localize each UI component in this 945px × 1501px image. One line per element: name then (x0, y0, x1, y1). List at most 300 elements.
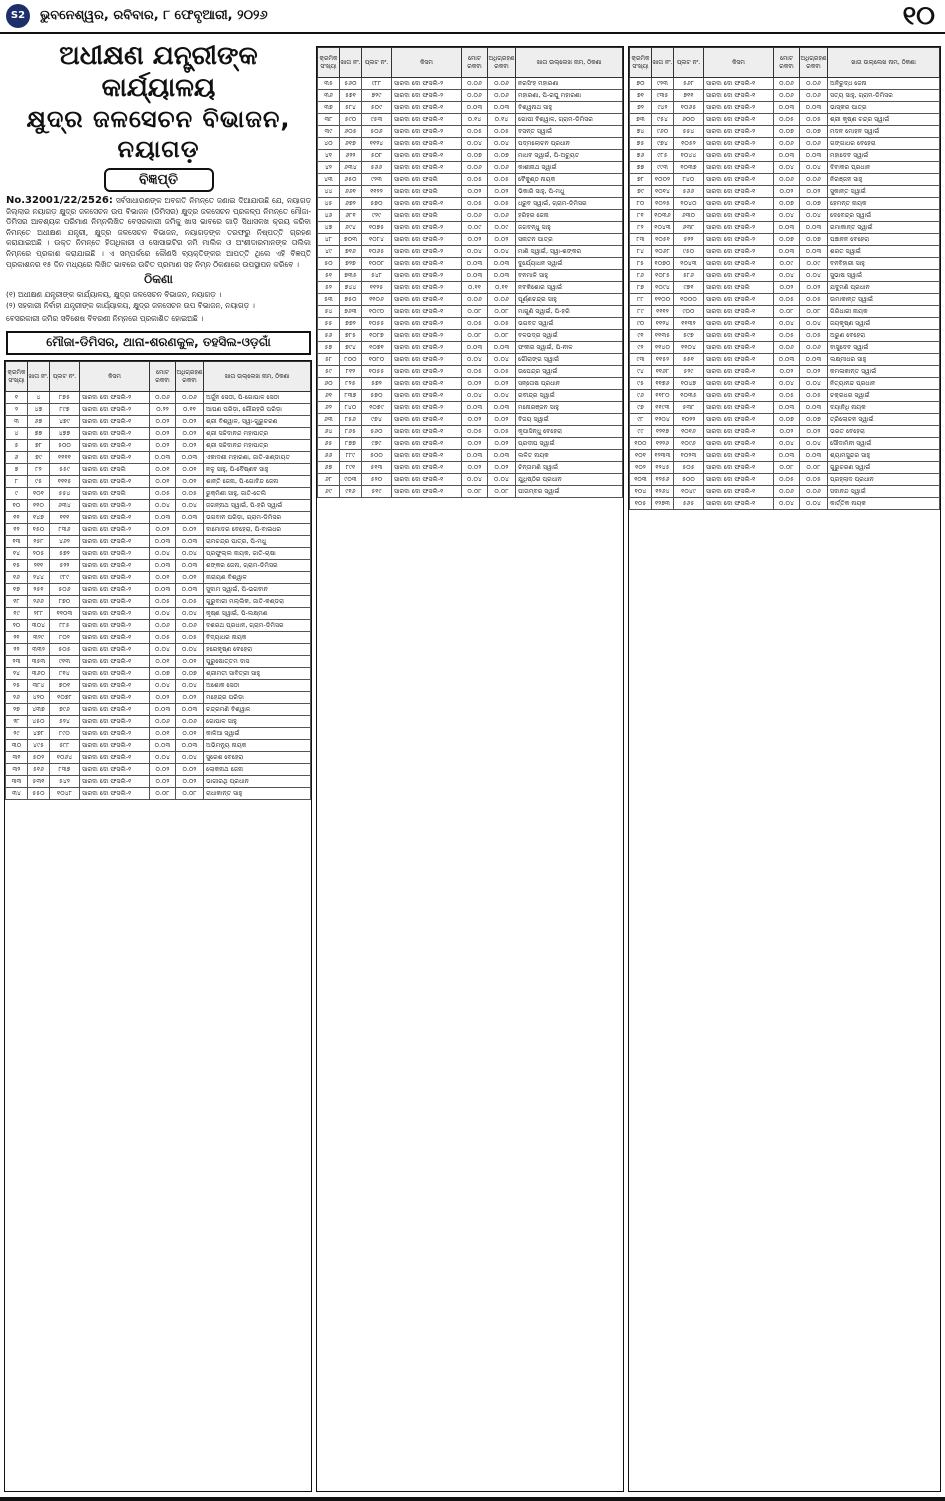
cell-khata-no: ୧୧୫୨ (652, 354, 674, 366)
cell-serial-no: ୨୫ (6, 680, 28, 692)
cell-khata-no: ୬୯୪ (340, 222, 362, 234)
table-row (6, 740, 311, 752)
cell-kisam: ସାରଦା ଦୋ ଫସଲି-୨ (392, 126, 462, 138)
cell-owner-name: ବସନ୍ତ ସ୍ୱାଇଁ (516, 126, 623, 138)
table-row (630, 102, 940, 114)
table-row (630, 150, 940, 162)
cell-kisam: ସାରଦା ଦୋ ଫସଲି-୧ (80, 428, 150, 440)
cell-owner-name: ନଳୁ ସାହୁ, ପି-ବୈଷ୍ଣବ ସାହୁ (204, 464, 311, 476)
cell-total-area: ୦.୦୨ (774, 426, 800, 438)
cell-total-area: ୦.୦୨ (150, 416, 176, 428)
cell-serial-no: ୬୨ (318, 402, 340, 414)
cell-owner-name: ଚକ୍ରଧର ସ୍ୱାଇଁ (828, 390, 940, 402)
cell-serial-no: ୫୭ (318, 342, 340, 354)
table-row (318, 102, 623, 114)
cell-serial-no: ୮୯ (630, 306, 652, 318)
table-row (630, 126, 940, 138)
header-khata-no: ଖାତା ନଂ. (340, 48, 362, 78)
table-row (630, 282, 940, 294)
cell-serial-no: ୫୦ (318, 258, 340, 270)
header-owner-name: ଖାତା ଉଲ୍ଲେଖ ନାମ, ଠିକଣା (828, 48, 940, 78)
cell-khata-no: ୩୬୦ (28, 668, 50, 680)
cell-plot-no: ୧୦୯୬ (674, 438, 704, 450)
cell-serial-no: ୮ (6, 476, 28, 488)
cell-owner-name: ରାମଚନ୍ଦ୍ର ପାତ୍ର, ପି-ମଧୁ (204, 536, 311, 548)
cell-acquired-area: ୦.୦୨ (176, 692, 204, 704)
cell-total-area: ୦.୦୪ (462, 246, 488, 258)
cell-khata-no: ୨୦୫ (28, 548, 50, 560)
cell-owner-name: ପୂର୍ଣ୍ଣଚନ୍ଦ୍ର ସାହୁ (516, 294, 623, 306)
header-serial-no: କ୍ରମିକ ସଂଖ୍ୟା (6, 362, 28, 392)
cell-kisam: ସାରଦା ଦୋ ଫସଲି-୧ (704, 258, 774, 270)
cell-plot-no: ୧୦୭୯ (362, 402, 392, 414)
cell-kisam: ସାରଦା ଦୋ ଫସଲି-୧ (704, 150, 774, 162)
cell-serial-no: ୩୭ (318, 102, 340, 114)
cell-plot-no: ୧୧୦୬ (362, 294, 392, 306)
cell-serial-no: ୮୨ (630, 222, 652, 234)
table-row (6, 752, 311, 764)
cell-owner-name: ଶ୍ରୀମତୀ ସାବିତ୍ରୀ ସାହୁ (204, 668, 311, 680)
cell-acquired-area: ୦.୦୫ (488, 198, 516, 210)
cell-total-area: ୦.୦୫ (150, 596, 176, 608)
table-row (630, 270, 940, 282)
cell-owner-name: ଶ୍ରୀ କୃଷ୍ଣ ଚନ୍ଦ୍ର ସ୍ୱାଇଁ (828, 114, 940, 126)
cell-khata-no: ୨୫୧ (28, 584, 50, 596)
land-table-1 (5, 361, 311, 800)
cell-kisam: ସାରଦା ଦୋ ଫସଲି-୧ (80, 632, 150, 644)
cell-kisam: ସାରଦା ଦୋ ଫସଲି-୧ (80, 416, 150, 428)
cell-owner-name: ମାଣି ସ୍ୱାଇଁ, ସ୍ୱା-ଶଙ୍କର (516, 246, 623, 258)
cell-plot-no: ୧୦୩୭ (674, 162, 704, 174)
cell-acquired-area: ୦.୦୬ (488, 90, 516, 102)
cell-owner-name: ବନମାଳି ସାହୁ (516, 270, 623, 282)
cell-plot-no: ୫୦୬ (50, 584, 80, 596)
table-row (318, 246, 623, 258)
cell-khata-no: ୯୦୩ (340, 474, 362, 486)
cell-acquired-area: ୦.୦୩ (176, 740, 204, 752)
cell-plot-no: ୫୧୩ (362, 462, 392, 474)
table-row (6, 500, 311, 512)
cell-kisam: ସାରଦା ଦୋ ଫସଲି-୧ (704, 186, 774, 198)
cell-serial-no: ୪୦ (318, 138, 340, 150)
cell-owner-name: ସୁରେଶ ବେହେରା (204, 752, 311, 764)
cell-khata-no: ୩୩୨ (28, 644, 50, 656)
cell-khata-no: ୨୧୧ (28, 560, 50, 572)
cell-kisam: ସାରଦା ଦୋ ଫସଲି-୧ (80, 452, 150, 464)
cell-plot-no: ୪୭୯ (50, 416, 80, 428)
cell-owner-name: ଲୋକନାଥ ଜେନା (204, 764, 311, 776)
cell-total-area: ୦.୧୧ (462, 282, 488, 294)
cell-plot-no: ୫୭୦ (362, 390, 392, 402)
cell-kisam: ସାରଦା ଦୋ ଫସଲି-୨ (80, 728, 150, 740)
cell-total-area: ୦.୦୪ (774, 378, 800, 390)
cell-acquired-area: ୦.୦୨ (488, 186, 516, 198)
cell-acquired-area: ୦.୦୩ (176, 452, 204, 464)
cell-plot-no: ୧୦୪୪ (674, 150, 704, 162)
cell-serial-no: ୧୨ (6, 524, 28, 536)
cell-total-area: ୦.୦୩ (150, 704, 176, 716)
cell-plot-no: ୭୯୬ (50, 704, 80, 716)
cell-khata-no: ୭୨୭ (340, 258, 362, 270)
cell-total-area: ୦.୦୩ (462, 258, 488, 270)
cell-serial-no: ୮୫ (630, 258, 652, 270)
cell-total-area: ୦.୦୩ (462, 270, 488, 282)
header-acquired-area: ଅଧିଗ୍ରହଣ ରକବା (176, 362, 204, 392)
cell-kisam: ସାରଦା ଦୋ ଫସଲି-୨ (80, 584, 150, 596)
cell-khata-no: ୮୨୫ (340, 378, 362, 390)
cell-acquired-area: ୦.୦୩ (800, 102, 828, 114)
cell-owner-name: ଅରୁଣ ବେହେରା (828, 330, 940, 342)
cell-khata-no: ୧୦୯୪ (652, 282, 674, 294)
cell-acquired-area: ୦.୦୬ (800, 486, 828, 498)
cell-serial-no: ୬୪ (318, 426, 340, 438)
cell-kisam: ସାରଦା ଦୋ ଫସଲି-୧ (704, 414, 774, 426)
cell-khata-no: ୩୦୪ (28, 620, 50, 632)
cell-kisam: ସାରଦା ଦୋ ଫସଲି-୨ (392, 282, 462, 294)
table-row (318, 390, 623, 402)
cell-plot-no: ୯୧୩ (50, 656, 80, 668)
cell-total-area: ୦.୦୬ (462, 210, 488, 222)
cell-plot-no: ୧୦୮୪ (362, 234, 392, 246)
cell-plot-no: ୯୨୯ (362, 210, 392, 222)
cell-owner-name: ଯଦୁମଣି ପ୍ରଧାନ (828, 282, 940, 294)
cell-khata-no: ୧୦୬୮ (652, 246, 674, 258)
cell-owner-name: କାଶୀନାଥ ସ୍ୱାଇଁ (516, 162, 623, 174)
cell-serial-no: ୩ (6, 416, 28, 428)
cell-kisam: ସାରଦା ଦୋ ଫସଲି-୨ (392, 402, 462, 414)
cell-khata-no: ୯୨୩ (652, 78, 674, 90)
cell-acquired-area: ୦.୦୪ (176, 500, 204, 512)
cell-total-area: ୦.୦୫ (462, 366, 488, 378)
cell-acquired-area: ୦.୦୫ (176, 632, 204, 644)
cell-total-area: ୦.୦୫ (462, 174, 488, 186)
cell-owner-name: ପଦ୍ମଲୋଚନ ପ୍ରଧାନ (516, 138, 623, 150)
table-row (6, 776, 311, 788)
cell-owner-name: ଗିରିଧାରୀ ନାୟକ (828, 306, 940, 318)
table-row (6, 608, 311, 620)
cell-total-area: ୦.୦୧ (150, 464, 176, 476)
cell-acquired-area: ୦.୦୬ (176, 716, 204, 728)
cell-acquired-area: ୦.୦୨ (488, 234, 516, 246)
cell-total-area: ୦.୦୩ (150, 512, 176, 524)
cell-khata-no: ୧୧୩୫ (652, 330, 674, 342)
cell-serial-no: ୫୧ (318, 270, 340, 282)
cell-owner-name: ସୁକାନ୍ତ ସ୍ୱାଇଁ (828, 186, 940, 198)
cell-total-area: ୦.୦୩ (774, 102, 800, 114)
cell-plot-no: ୫୭୨ (50, 548, 80, 560)
cell-owner-name: ହରେକୃଷ୍ଣ ବେହେରା (204, 644, 311, 656)
cell-plot-no: ୮୭୦ (50, 596, 80, 608)
cell-owner-name: ମଦନ ମୋହନ ସ୍ୱାଇଁ (828, 126, 940, 138)
cell-total-area: ୦.୦୩ (150, 740, 176, 752)
cell-owner-name: ଜଗନ୍ନାଥ ସ୍ୱାଇଁ, ପି-ହରି ସ୍ୱାଇଁ (204, 500, 311, 512)
cell-khata-no: ୧୦୨୫ (652, 198, 674, 210)
cell-plot-no: ୮୧୪ (50, 668, 80, 680)
cell-kisam: ସାରଦା ଦୋ ଫସଲି (80, 488, 150, 500)
cell-owner-name: ନରସିଂହ ମହାରଣା (516, 78, 623, 90)
cell-owner-name: ବଳଭଦ୍ର ସ୍ୱାଇଁ (516, 330, 623, 342)
cell-acquired-area: ୦.୦୨ (176, 428, 204, 440)
table-row (318, 306, 623, 318)
cell-kisam: ସାରଦା ଦୋ ଫସଲି-୧ (80, 644, 150, 656)
page-number: ୧୦ (902, 1, 935, 31)
cell-plot-no: ୬୩୮ (674, 222, 704, 234)
cell-owner-name: ସୁଭାଷ ସ୍ୱାଇଁ (828, 270, 940, 282)
cell-khata-no: ୪୭ (28, 404, 50, 416)
cell-khata-no: ୪୫୦ (28, 716, 50, 728)
cell-kisam: ସାରଦା ଦୋ ଫସଲି (392, 186, 462, 198)
table-row (6, 656, 311, 668)
table-row (6, 428, 311, 440)
cell-acquired-area: ୦.୦୮ (488, 330, 516, 342)
cell-total-area: ୦.୦୫ (774, 294, 800, 306)
cell-total-area: ୦.୦୪ (150, 500, 176, 512)
cell-total-area: ୦.୦୪ (774, 270, 800, 282)
cell-total-area: ୦.୦୫ (774, 390, 800, 402)
cell-kisam: ସାରଦା ଦୋ ଫସଲି-୧ (704, 426, 774, 438)
cell-total-area: ୦.୦୬ (462, 90, 488, 102)
cell-plot-no: ୧୧୩୨ (674, 318, 704, 330)
cell-serial-no: ୧୪ (6, 548, 28, 560)
cell-total-area: ୦.୦୭ (150, 668, 176, 680)
cell-owner-name: ମନୋରଞ୍ଜନ ସାହୁ (516, 402, 623, 414)
cell-plot-no: ୮୭୫ (50, 392, 80, 404)
cell-kisam: ସାରଦା ଦୋ ଫସଲି-୧ (704, 306, 774, 318)
cell-total-area: ୦.୦୩ (774, 354, 800, 366)
cell-total-area: ୦.୦୨ (462, 234, 488, 246)
cell-khata-no: ୫୫୦ (28, 788, 50, 800)
cell-khata-no: ୧୧୧୨ (652, 306, 674, 318)
table-row (630, 114, 940, 126)
cell-total-area: ୦.୦୩ (150, 536, 176, 548)
cell-total-area: ୦.୦୨ (150, 428, 176, 440)
cell-khata-no: ୭୮୫ (340, 330, 362, 342)
cell-serial-no: ୭ (6, 464, 28, 476)
cell-total-area: ୦.୦୨ (150, 764, 176, 776)
table-row (318, 450, 623, 462)
table-row (630, 354, 940, 366)
cell-owner-name: ସନ୍ତୋଷ ପ୍ରଧାନ (516, 378, 623, 390)
cell-total-area: ୦.୦୬ (150, 620, 176, 632)
tender-notice (6, 40, 311, 355)
cell-serial-no: ୧୦୦ (630, 438, 652, 450)
cell-acquired-area: ୦.୦୬ (800, 90, 828, 102)
cell-kisam: ସାରଦା ଦୋ ଫସଲି-୨ (392, 78, 462, 90)
table-row (6, 716, 311, 728)
header-plot-no: ପ୍ଲଟ ନଂ. (50, 362, 80, 392)
cell-acquired-area: ୦.୦୩ (800, 150, 828, 162)
cell-serial-no: ୮୭ (630, 282, 652, 294)
cell-kisam: ସାରଦା ଦୋ ଫସଲି-୧ (704, 198, 774, 210)
table-row (630, 498, 940, 510)
cell-plot-no: ୧୦୭୫ (362, 222, 392, 234)
cell-acquired-area: ୦.୦୩ (800, 450, 828, 462)
cell-serial-no: ୯୩ (630, 354, 652, 366)
cell-khata-no: ୪ (28, 392, 50, 404)
cell-khata-no: ୭୩୫ (340, 270, 362, 282)
cell-total-area: ୦.୦୬ (774, 78, 800, 90)
cell-kisam: ସାରଦା ଦୋ ଫସଲି-୨ (80, 392, 150, 404)
cell-plot-no: ୧୦୭୮ (50, 692, 80, 704)
cell-khata-no: ୬୮୧ (340, 210, 362, 222)
cell-serial-no: ୧୯ (6, 608, 28, 620)
cell-total-area: ୦.୦୪ (150, 644, 176, 656)
cell-khata-no: ୩୮୪ (28, 680, 50, 692)
table-row (6, 464, 311, 476)
cell-acquired-area: ୦.୦୩ (800, 402, 828, 414)
cell-khata-no: ୫୮୪ (340, 102, 362, 114)
cell-khata-no: ୭୮ (28, 440, 50, 452)
cell-acquired-area: ୦.୦୧ (176, 572, 204, 584)
cell-khata-no: ୮୫୬ (340, 414, 362, 426)
cell-serial-no: ୧୭ (6, 584, 28, 596)
cell-acquired-area: ୦.୦୬ (800, 138, 828, 150)
cell-plot-no: ୯୫୩ (362, 114, 392, 126)
land-table-2 (317, 47, 623, 498)
cell-plot-no: ୬୩୪ (50, 500, 80, 512)
cell-owner-name: ରବୀନ୍ଦ୍ର ସ୍ୱାଇଁ (516, 390, 623, 402)
cell-owner-name: ଶ୍ୟାମସୁନ୍ଦର ସାହୁ (828, 450, 940, 462)
cell-kisam: ସାରଦା ଦୋ ଫସଲି-୧ (80, 596, 150, 608)
cell-acquired-area: ୦.୦୫ (488, 426, 516, 438)
cell-owner-name: ସୁଦାମ ସ୍ୱାଇଁ, ପି-ଭଗବାନ (204, 584, 311, 596)
location-heading: ମୌଜା-ଡିମିସର, ଥାନା-ଶରଣକୁଳ, ତହସିଲ-ଓଡ଼ଗାଁ (6, 331, 311, 355)
cell-owner-name: ଶଙ୍କର ଜେନା, ଗ୍ରାମ-ଡିମିସର (204, 560, 311, 572)
cell-kisam: ସାରଦା ଦୋ ଫସଲି-୧ (80, 560, 150, 572)
cell-serial-no: ୪୧ (318, 150, 340, 162)
cell-total-area: ୦.୦୬ (150, 392, 176, 404)
address-line-2: (୨) ସହକାରୀ ନିର୍ବାହୀ ଯନ୍ତ୍ରୀଙ୍କ କାର୍ଯ୍ୟାଳୟ, କ୍ଷୁଦ୍ର ଜଳସେଚନ ଉପ ବିଭାଜନ, ନୟାଗଡ଼ । (6, 300, 255, 310)
table-row (630, 342, 940, 354)
cell-khata-no: ୯୯୩ (652, 162, 674, 174)
cell-khata-no: ୮୯୧ (340, 462, 362, 474)
cell-khata-no: ୧୨୬୪ (652, 486, 674, 498)
cell-total-area: ୦.୦୪ (774, 162, 800, 174)
cell-kisam: ସାରଦା ଦୋ ଫସଲି-୧ (704, 270, 774, 282)
cell-plot-no: ୮୯୭ (50, 404, 80, 416)
cell-kisam: ସାରଦା ଦୋ ଫସଲି (392, 174, 462, 186)
cell-total-area: ୦.୦୪ (774, 318, 800, 330)
cell-total-area: ୦.୦୧ (150, 476, 176, 488)
cell-owner-name: ଧ୍ରୁବ ସ୍ୱାଇଁ, ଗ୍ରାମ-ଡିମିସର (516, 198, 623, 210)
cell-acquired-area: ୦.୦୬ (488, 162, 516, 174)
cell-khata-no: ୬୬୧ (340, 186, 362, 198)
cell-serial-no: ୧୦୨ (630, 462, 652, 474)
table-row (6, 584, 311, 596)
table-row (318, 258, 623, 270)
cell-acquired-area: ୦.୦୬ (800, 342, 828, 354)
cell-khata-no: ୪୯୫ (28, 740, 50, 752)
cell-serial-no: ୧୬ (6, 572, 28, 584)
cell-plot-no: ୧୦୯୦ (362, 306, 392, 318)
header-acquired-area: ଅଧିଗ୍ରହଣ ରକବା (800, 48, 828, 78)
cell-khata-no: ୬୫୦ (340, 174, 362, 186)
cell-khata-no: ୧୨୦୪ (652, 414, 674, 426)
cell-owner-name: ଏକାଦଶୀ ମହାରଣା, ଜାତି-ଖଣ୍ଡାୟତ (204, 452, 311, 464)
cell-kisam: ସାରଦା ଦୋ ଫସଲି-୨ (392, 342, 462, 354)
table-row (630, 462, 940, 474)
cell-khata-no: ୯୧୬ (340, 486, 362, 498)
cell-khata-no: ୫୩୧ (28, 776, 50, 788)
table-row (6, 632, 311, 644)
cell-khata-no: ୮୮୯ (340, 450, 362, 462)
table-row (318, 222, 623, 234)
cell-serial-no: ୬୭ (318, 462, 340, 474)
cell-kisam: ସାରଦା ଦୋ ଫସଲି-୧ (80, 740, 150, 752)
cell-serial-no: ୧୫ (6, 560, 28, 572)
cell-owner-name: ପୁରୁଷୋତ୍ତମ ଦାସ (204, 656, 311, 668)
cell-owner-name: ହରିହର ଜେନା (516, 210, 623, 222)
cell-serial-no: ୭୩ (630, 114, 652, 126)
cell-kisam: ସାରଦା ଦୋ ଫସଲି-୧ (392, 114, 462, 126)
cell-acquired-area: ୦.୦୪ (176, 548, 204, 560)
cell-khata-no: ୧୧୬୮ (652, 366, 674, 378)
cell-serial-no: ୬୦ (318, 378, 340, 390)
cell-plot-no: ୧୦୦୮ (362, 258, 392, 270)
cell-acquired-area: ୦.୦୪ (488, 354, 516, 366)
cell-total-area: ୦.୦୬ (774, 486, 800, 498)
table-row (6, 620, 311, 632)
cell-plot-no: ୫୬୫ (674, 498, 704, 510)
cell-serial-no: ୯୧ (630, 330, 652, 342)
cell-acquired-area: ୦.୦୫ (800, 330, 828, 342)
cell-kisam: ସାରଦା ଦୋ ଫସଲି-୨ (392, 234, 462, 246)
cell-total-area: ୦.୦୨ (462, 414, 488, 426)
header-plot-no: ପ୍ଲଟ ନଂ. (674, 48, 704, 78)
cell-kisam: ସାରଦା ଦୋ ଫସଲି-୧ (392, 390, 462, 402)
cell-acquired-area: ୦.୦୨ (800, 426, 828, 438)
cell-khata-no: ୯୬୦ (652, 126, 674, 138)
cell-plot-no: ୫୧୯ (362, 486, 392, 498)
table-row (318, 186, 623, 198)
cell-khata-no: ୧୦୮୫ (652, 270, 674, 282)
cell-acquired-area: ୦.୦୨ (488, 414, 516, 426)
cell-acquired-area: ୦.୦୪ (176, 680, 204, 692)
cell-plot-no: ୫୦୫ (674, 462, 704, 474)
cell-serial-no: ୩୪ (6, 788, 28, 800)
cell-total-area: ୦.୦୩ (150, 452, 176, 464)
cell-owner-name: ରୁକ୍ମିଣୀ ସାହୁ, ଜାତି-ତେଲି (204, 488, 311, 500)
cell-owner-name: ଉପେନ୍ଦ୍ର ସ୍ୱାଇଁ (516, 366, 623, 378)
cell-total-area: ୦.୦୨ (462, 462, 488, 474)
cell-total-area: ୦.୦୮ (774, 462, 800, 474)
cell-plot-no: ୫୦୬ (362, 126, 392, 138)
table-row (318, 150, 623, 162)
cell-serial-no: ୬୫ (318, 438, 340, 450)
cell-plot-no: ୧୦୭୧ (362, 342, 392, 354)
cell-serial-no: ୨୯ (6, 728, 28, 740)
cell-plot-no: ୧୧୧୧ (50, 452, 80, 464)
table-header-row (630, 48, 940, 78)
cell-total-area: ୦.୦୩ (774, 222, 800, 234)
cell-owner-name: ଗୁରୁଚରଣ ସ୍ୱାଇଁ (828, 462, 940, 474)
table-row (630, 402, 940, 414)
cell-owner-name: ଦାମୋଦର ବେହେରା, ପି-ବାଇଧର (204, 524, 311, 536)
cell-kisam: ସାରଦା ଦୋ ଫସଲି-୨ (392, 366, 462, 378)
cell-total-area: ୦.୦୮ (462, 486, 488, 498)
cell-kisam: ସାରଦା ଦୋ ଫସଲି-୧ (392, 378, 462, 390)
cell-khata-no: ୧୦୪୩ (652, 222, 674, 234)
cell-khata-no: ୫୭୧ (340, 90, 362, 102)
cell-owner-name: ଶ୍ରୀ ବିଶ୍ୱାଳ, ସ୍ୱା-ଗୁରୁଚରଣ (204, 416, 311, 428)
cell-khata-no: ୩୫୩ (28, 656, 50, 668)
cell-owner-name: ଶରତ ସ୍ୱାଇଁ (828, 246, 940, 258)
cell-khata-no: ୫୬୦ (340, 78, 362, 90)
cell-kisam: ସାରଦା ଦୋ ଫସଲି-୧ (704, 474, 774, 486)
cell-serial-no: ୧୦୪ (630, 486, 652, 498)
masthead-bar (0, 0, 945, 34)
cell-owner-name: ଭିକାରି ସାହୁ, ପି-ମଧୁ (516, 186, 623, 198)
